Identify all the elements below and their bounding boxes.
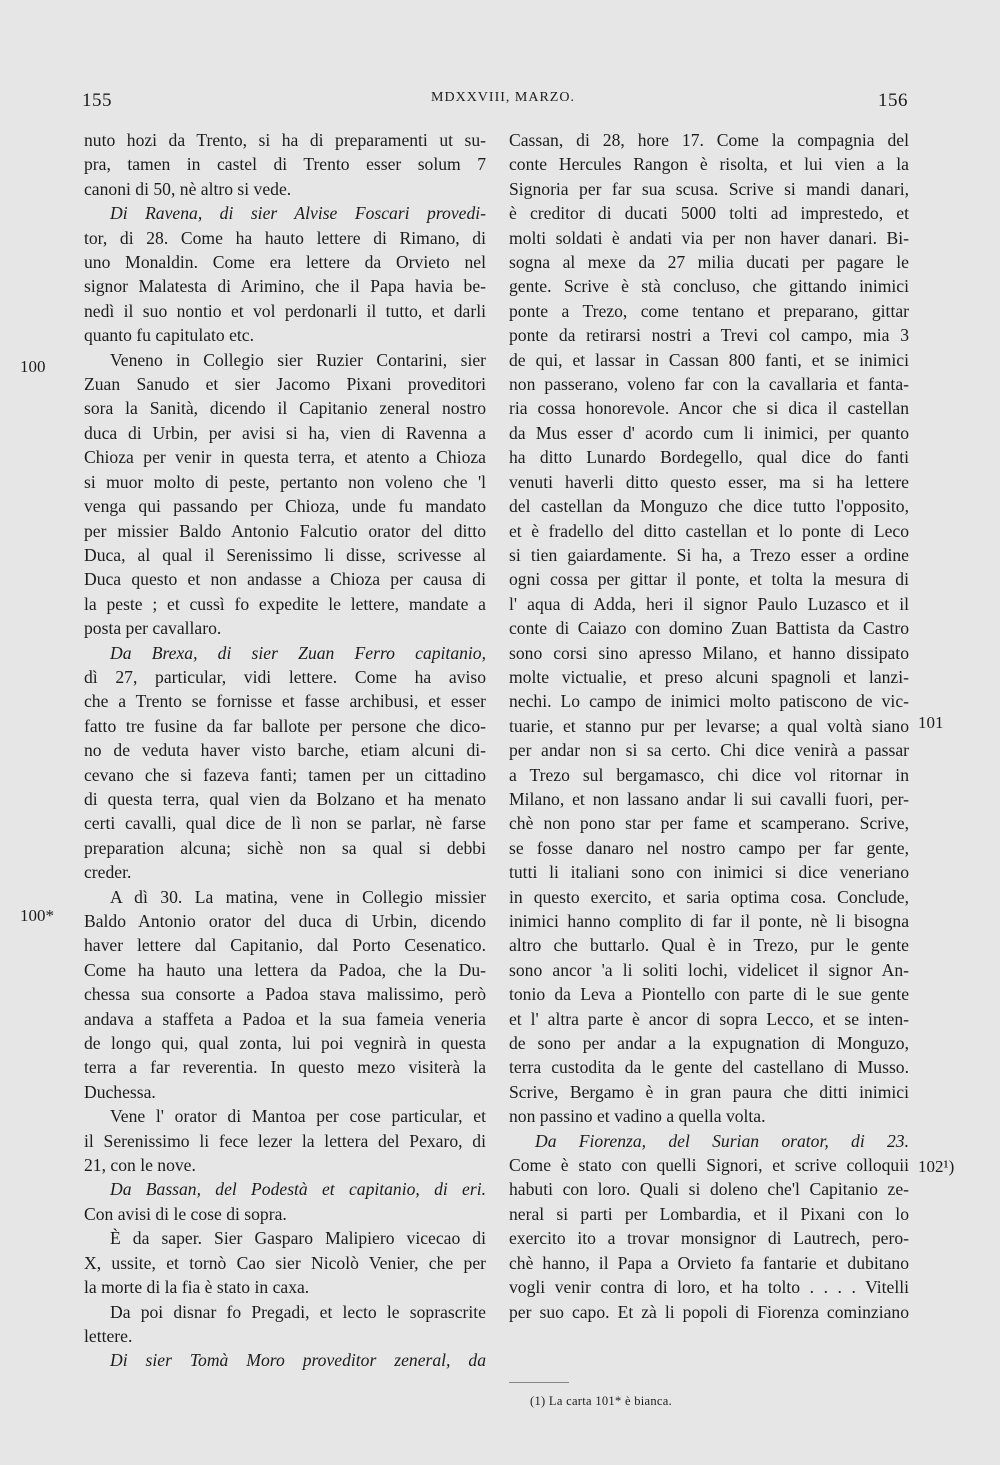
text-line: chessa sua consorte a Padoa stava malissimo, però <box>84 984 486 1005</box>
text-line: habuti con loro. Quali si doleno che'l Capitanio ze- <box>509 1179 909 1200</box>
text-line: de qui, et lassar in Cassan 800 fanti, et se inimici <box>509 349 909 370</box>
text-line: cevano che si fazeva fanti; tamen per un cittadino <box>84 764 486 785</box>
text-line: per suo capo. Et zà li popoli di Fiorenza cominziano <box>509 1301 909 1322</box>
text-line: fatto tre fusine da far ballote per persone che dico- <box>84 715 486 736</box>
text-line: Di sier Tomà Moro proveditor zeneral, da <box>110 1350 486 1371</box>
text-line: si tien gaiardamente. Si ha, a Trezo esser a ordine <box>509 544 909 565</box>
text-line: la peste ; et cussì fo expedite le lettere, mandate a <box>84 593 486 614</box>
text-line: tonio da Leva a Piontello con parte di le sue gente <box>509 984 909 1005</box>
margin-note-102: 102¹) <box>918 1157 955 1176</box>
text-line: haver lettere dal Capitanio, dal Porto Cesenatico. <box>84 935 486 956</box>
text-line: Veneno in Collegio sier Ruzier Contarini, sier <box>110 349 486 370</box>
text-line: la morte di la fia è stato in caxa. <box>84 1277 310 1298</box>
text-line: in questo exercito, et saria optima cosa. Conclude, <box>509 886 909 907</box>
text-line: nedì il suo nontio et vol perdonarli il tutto, et darli <box>84 300 486 321</box>
left-page-number: 155 <box>82 90 112 111</box>
text-line: terra custodita da le gente del castellano di Musso. <box>509 1057 909 1078</box>
text-line: del castellan da Monguzo che dice tutto l'opposito, <box>509 496 909 517</box>
text-line: Da Fiorenza, del Surian orator, di 23. <box>535 1130 909 1151</box>
text-line: Da Brexa, di sier Zuan Ferro capitanio, <box>110 642 486 663</box>
text-line: Come è stato con quelli Signori, et scrive colloquii <box>509 1155 909 1176</box>
text-line: sogna al mexe da 27 milia ducati per pagare le <box>509 252 909 273</box>
text-line: andava a staffeta a Padoa et la sua fameia veneria <box>84 1008 486 1029</box>
text-line: sono ancor 'a li soliti lochi, videlicet il signor An- <box>509 959 909 980</box>
text-line: pra, tamen in castel di Trento esser solum 7 <box>84 154 486 175</box>
text-line: tuarie, et stanno pur per levarse; a qual voltà siano <box>509 715 909 736</box>
text-line: da Mus esser d' acordo cum li inimici, per quanto <box>509 422 909 443</box>
text-line: altro che buttarlo. Qual è in Trezo, pur le gente <box>509 935 909 956</box>
text-line: preparation alcuna; sichè non sa qual si debbi <box>84 837 486 858</box>
text-line: non passino et vadino a quella volta. <box>509 1106 766 1127</box>
text-line: X, ussite, et tornò Cao sier Nicolò Venier, che per <box>84 1252 486 1273</box>
text-line: conte di Caiazo con domino Zuan Battista da Castro <box>509 618 909 639</box>
text-line: Scrive, Bergamo è in gran paura che ditti inimici <box>509 1081 909 1102</box>
text-line: canoni di 50, nè altro si vede. <box>84 178 292 199</box>
text-line: a Trezo sul bergamasco, chi dice vol ritornar in <box>509 764 909 785</box>
text-line: si muor molto di peste, pertanto non voleno che 'l <box>84 471 486 492</box>
text-line: conte Hercules Rangon è risolta, et lui vien a la <box>509 154 909 175</box>
text-line: non passerano, voleno far con la cavallaria et fanta- <box>509 374 909 395</box>
text-line: A dì 30. La matina, vene in Collegio missier <box>110 886 486 907</box>
text-line: de sono per andar a la expugnation di Monguzo, <box>509 1033 909 1054</box>
text-line: Vene l' orator di Mantoa per cose particular, et <box>110 1106 486 1127</box>
text-line: Milano, et non lassano andar li sui cavalli fuori, per- <box>509 788 909 809</box>
text-line: signor Malatesta di Arimino, che il Papa havia be- <box>84 276 486 297</box>
text-line: chè hanno, il Papa a Orvieto fa fantarie et dubitano <box>509 1252 909 1273</box>
text-line: Cassan, di 28, hore 17. Come la compagnia del <box>509 130 909 150</box>
margin-note-100-star: 100* <box>20 906 54 925</box>
text-line: ha ditto Lunardo Bordegello, qual dice do fanti <box>509 447 909 468</box>
text-line: se fosse danaro nel nostro campo per far gente, <box>509 837 909 858</box>
text-line: molti soldati è andati via per non haver danari. Bi- <box>509 227 909 248</box>
text-line: Duca questo et non andasse a Chioza per causa di <box>84 569 486 590</box>
text-line: terra a far reverentia. In questo mezo visiterà la <box>84 1057 486 1078</box>
left-column <box>84 128 486 1373</box>
text-line: molte victualie, et preso alcuni spagnoli et lanzi- <box>509 666 909 687</box>
text-line: lettere. <box>84 1325 133 1346</box>
text-line: Di Ravena, di sier Alvise Foscari provedi- <box>110 203 486 224</box>
text-line: venga qui passando per Chioza, unde fu mandato <box>84 496 486 517</box>
text-line: vogli venir contra di loro, et ha tolto . . . . Vitelli <box>509 1277 909 1298</box>
text-line: che a Trento se fornisse et fasse archibusi, et esser <box>84 691 486 712</box>
text-line: ponte da retirarsi nostri a Trevi col campo, mia 3 <box>509 325 909 346</box>
text-line: Da poi disnar fo Pregadi, et lecto le soprascrite <box>110 1301 486 1322</box>
text-line: per andar non si sa certo. Chi dice venirà a passar <box>509 740 909 761</box>
text-line: Duchessa. <box>84 1081 156 1102</box>
text-line: Duca, al qual il Serenissimo li disse, scrivesse al <box>84 544 486 565</box>
text-line: et l' altra parte è ancor di sopra Lecco, et se inten- <box>509 1008 909 1029</box>
text-line: è creditor di ducati 5000 tolti ad imprestedo, et <box>509 203 909 224</box>
text-line: tutti li italiani sono con inimici si dice veneriano <box>509 862 909 883</box>
margin-note-100: 100 <box>20 357 46 376</box>
text-line: tor, di 28. Come ha hauto lettere di Rimano, di <box>84 227 486 248</box>
right-column <box>509 128 909 1324</box>
text-line: di questa terra, qual vien da Bolzano et ha menato <box>84 788 486 809</box>
text-line: Signoria per far sua scusa. Scrive si mandi danari, <box>509 178 909 199</box>
text-line: uno Monaldin. Come era lettere da Orvieto nel <box>84 252 486 273</box>
text-line: gente. Scrive è stà concluso, che gittando inimici <box>509 276 909 297</box>
text-line: ponte a Trezo, come tentano et preparano, gittar <box>509 300 909 321</box>
footnote-divider <box>509 1382 569 1383</box>
text-line: venuti haverli ditto questo esser, ma si ha lettere <box>509 471 909 492</box>
text-line: Chioza per venir in questa terra, et atento a Chioza <box>84 447 486 468</box>
text-line: et è fradello del ditto castellan et lo ponte di Leco <box>509 520 909 541</box>
text-line: duca di Urbin, per avisi si ha, vien di Ravenna a <box>84 422 486 443</box>
right-page-number: 156 <box>878 90 908 111</box>
text-line: sono corsi sino apresso Milano, et hanno dissipato <box>509 642 909 663</box>
text-line: Da Bassan, del Podestà et capitanio, di eri. <box>110 1179 486 1200</box>
text-line: Come ha hauto una lettera da Padoa, che la Du- <box>84 959 486 980</box>
text-line: ria cossa honorevole. Ancor che si dica il castellan <box>509 398 909 419</box>
text-line: exercito ito a trovar monsignor di Lautrech, pero- <box>509 1228 909 1249</box>
footnote: (1) La carta 101* è bianca. <box>530 1394 673 1408</box>
text-line: creder. <box>84 862 132 883</box>
text-line: per missier Baldo Antonio Falcutio orator del ditto <box>84 520 486 541</box>
text-line: Baldo Antonio orator del duca di Urbin, dicendo <box>84 911 486 931</box>
text-line: ogni cossa per gittar il ponte, et tolta la mesura di <box>509 569 909 590</box>
text-line: neral si parti per Lombardia, et il Pixani con lo <box>509 1203 909 1224</box>
text-line: È da saper. Sier Gasparo Malipiero vicecao di <box>110 1228 486 1249</box>
text-line: nuto hozi da Trento, si ha di preparamenti ut su- <box>84 130 486 150</box>
margin-note-101: 101 <box>918 713 944 732</box>
text-line: l' aqua di Adda, heri il signor Paulo Luzasco et il <box>509 593 909 614</box>
text-line: inimici hanno complito di far il ponte, nè li bisogna <box>509 911 909 931</box>
text-line: Zuan Sanudo et sier Jacomo Pixani proveditori <box>84 374 486 395</box>
text-line: Con avisi di le cose di sopra. <box>84 1203 287 1224</box>
text-line: nechi. Lo campo de inimici molto patiscono de vic- <box>509 691 909 712</box>
running-title: MDXXVIII, MARZO. <box>431 90 575 105</box>
text-line: posta per cavallaro. <box>84 618 222 639</box>
text-line: il Serenissimo li fece lezer la lettera del Pexaro, di <box>84 1130 486 1151</box>
text-line: quanto fu capitulato etc. <box>84 325 255 346</box>
text-line: certi cavalli, qual dice de lì non se parlar, nè farse <box>84 813 486 834</box>
text-line: de longo qui, qual zonta, lui poi vegnirà in questa <box>84 1033 486 1054</box>
text-line: no de veduta haver visto barche, etiam alcuni di- <box>84 740 486 761</box>
text-line: chè non pono star per fame et scamperano. Scrive, <box>509 813 909 834</box>
text-line: sora la Sanità, dicendo il Capitanio zeneral nostro <box>84 398 486 419</box>
text-line: 21, con le nove. <box>84 1155 196 1176</box>
text-line: dì 27, particular, vidi lettere. Come ha aviso <box>84 666 486 687</box>
